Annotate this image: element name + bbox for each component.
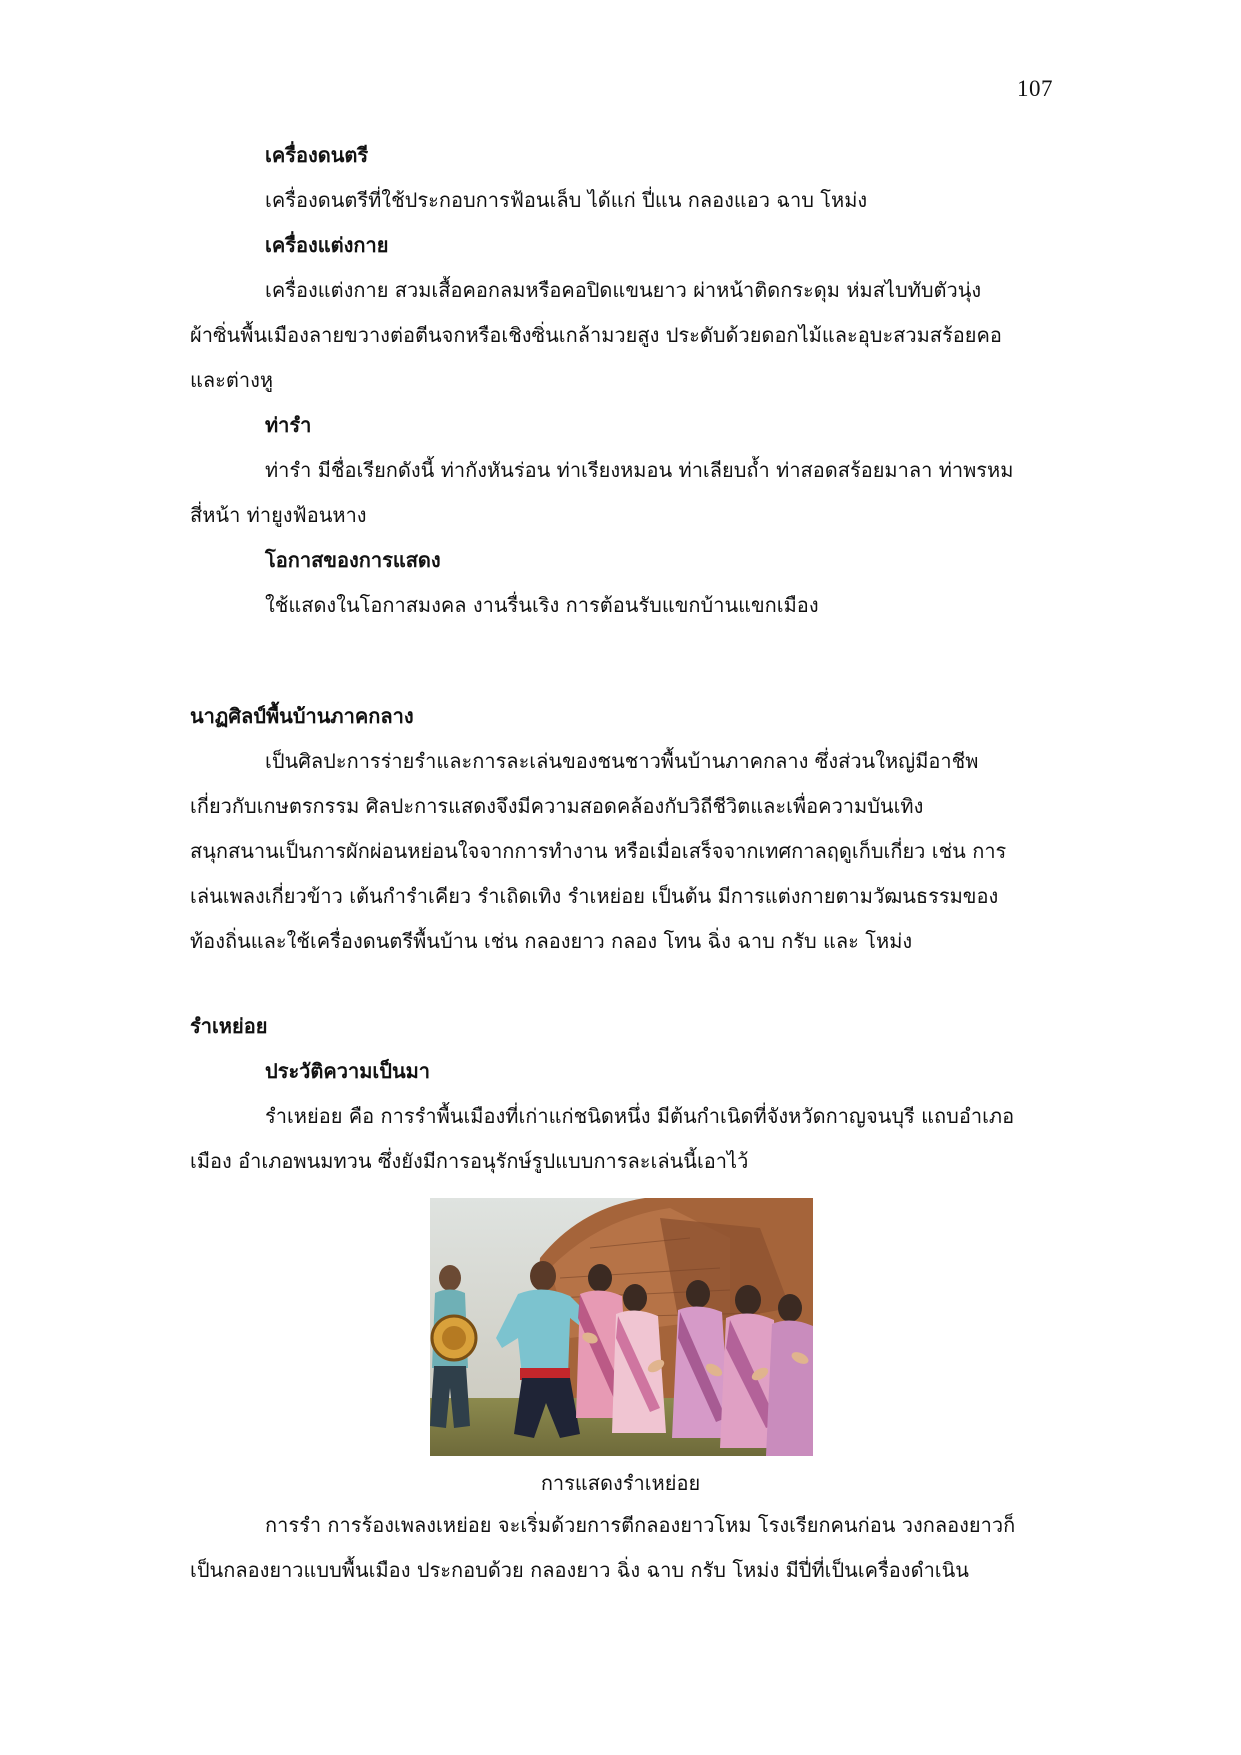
section-ram-yoi-performance bbox=[190, 1503, 1052, 1593]
section-heading: ท่ารำ bbox=[265, 413, 312, 437]
paragraph-line: เครื่องแต่งกาย สวมเสื้อคอกลมหรือคอปิดแขนยาว ผ่าหน้าติดกระดุม ห่มสไบทับตัวนุ่ง bbox=[265, 278, 982, 302]
section-central-folk-dance bbox=[190, 694, 1052, 964]
paragraph-line: เกี่ยวกับเกษตรกรรม ศิลปะการแสดงจึงมีความสอดคล้องกับวิถีชีวิตและเพื่อความบันเทิง bbox=[190, 794, 924, 818]
paragraph-line: สนุกสนานเป็นการผักผ่อนหย่อนใจจากการทำงาน หรือเมื่อเสร็จจากเทศกาลฤดูเก็บเกี่ยว เช่น การ bbox=[190, 839, 1007, 863]
paragraph-line: ท่ารำ มีชื่อเรียกดังนี้ ท่ากังหันร่อน ท่าเรียงหมอน ท่าเลียบถ้ำ ท่าสอดสร้อยมาลา ท่าพรหม bbox=[265, 458, 1014, 482]
paragraph-line: และต่างหู bbox=[190, 368, 274, 392]
section-heading: รำเหย่อย bbox=[190, 1014, 268, 1038]
section-heading: โอกาสของการแสดง bbox=[265, 548, 441, 572]
paragraph-line: เล่นเพลงเกี่ยวข้าว เต้นกำรำเคียว รำเถิดเทิง รำเหย่อย เป็นต้น มีการแต่งกายตามวัฒนธรรมของ bbox=[190, 884, 999, 908]
figure-caption: การแสดงรำเหย่อย bbox=[540, 1471, 701, 1495]
paragraph-line: ท้องถิ่นและใช้เครื่องดนตรีพื้นบ้าน เช่น กลองยาว กลอง โทน ฉิ่ง ฉาบ กรับ และ โหม่ง bbox=[190, 929, 913, 953]
paragraph-line: ผ้าซิ่นพื้นเมืองลายขวางต่อตีนจกหรือเชิงซิ่นเกล้ามวยสูง ประดับด้วยดอกไม้และอุบะสวมสร้อยคอ bbox=[190, 323, 1002, 347]
photo-illustration bbox=[430, 1198, 813, 1456]
paragraph-line: เป็นศิลปะการร่ายรำและการละเล่นของชนชาวพื้นบ้านภาคกลาง ซึ่งส่วนใหญ่มีอาชีพ bbox=[265, 749, 979, 773]
page-number: 107 bbox=[1017, 76, 1053, 101]
section-ram-yoi bbox=[190, 1004, 1052, 1184]
section-heading: ประวัติความเป็นมา bbox=[265, 1059, 431, 1083]
ram-yoi-performance-photo bbox=[430, 1198, 813, 1456]
section-heading: เครื่องแต่งกาย bbox=[265, 233, 389, 257]
paragraph-line: เมือง อำเภอพนมทวน ซึ่งยังมีการอนุรักษ์รูปแบบการละเล่นนี้เอาไว้ bbox=[190, 1149, 749, 1173]
paragraph-line: การรำ การร้องเพลงเหย่อย จะเริ่มด้วยการตีกลองยาวโหม โรงเรียกคนก่อน วงกลองยาวก็ bbox=[265, 1513, 1016, 1537]
paragraph-line: สี่หน้า ท่ายูงฟ้อนหาง bbox=[190, 503, 367, 527]
paragraph-line: เป็นกลองยาวแบบพื้นเมือง ประกอบด้วย กลองยาว ฉิ่ง ฉาบ กรับ โหม่ง มีปี่ที่เป็นเครื่องดำเนิน bbox=[190, 1558, 969, 1582]
section-heading: นาฏศิลป์พื้นบ้านภาคกลาง bbox=[190, 704, 414, 728]
paragraph-line: ใช้แสดงในโอกาสมงคล งานรื่นเริง การต้อนรับแขกบ้านแขกเมือง bbox=[265, 593, 819, 617]
paragraph-line: เครื่องดนตรีที่ใช้ประกอบการฟ้อนเล็บ ได้แก่ ปี่แน กลองแอว ฉาบ โหม่ง bbox=[265, 188, 868, 212]
section-northern-dance-details bbox=[190, 133, 1052, 628]
section-heading: เครื่องดนตรี bbox=[265, 143, 369, 167]
paragraph-line: รำเหย่อย คือ การรำพื้นเมืองที่เก่าแก่ชนิดหนึ่ง มีต้นกำเนิดที่จังหวัดกาญจนบุรี แถบอำเภอ bbox=[265, 1104, 1015, 1128]
